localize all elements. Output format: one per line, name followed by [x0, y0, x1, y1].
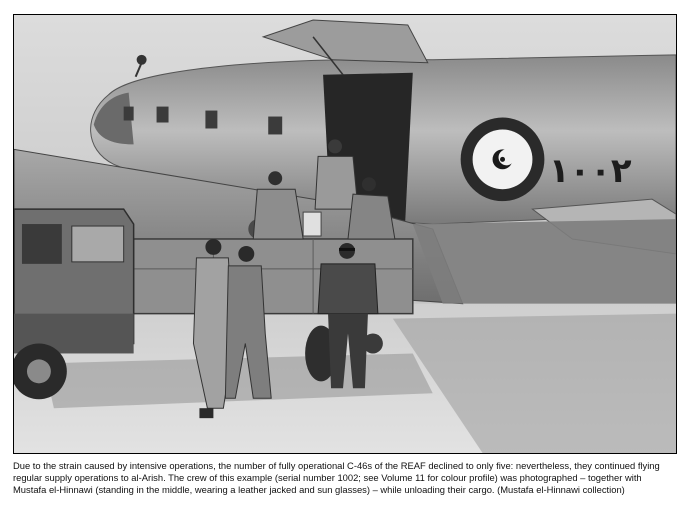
cabin-window: [205, 111, 217, 129]
leather-jacket: [318, 264, 378, 314]
cabin-window: [268, 117, 282, 135]
aircraft-serial: ١٠٠٢: [548, 151, 632, 191]
photo-caption: Due to the strain caused by intensive operations, the number of fully operational C-46s of the REAF declined to only five: nevertheless, they continued flying regular supply operations to al-Arish. The crew of this example (serial number 1002; see Volume 11 for colour profile) was photographed – together with Mustafa el-Hinnawi (standing in the middle, wearing a leather jacked and sun glasses) – while unloading their cargo. (Mustafa el-Hinnawi collection): [13, 460, 660, 496]
cockpit-window: [124, 107, 134, 121]
cargo-crate: [303, 212, 321, 236]
roundel: [461, 118, 545, 202]
truck-side-window: [72, 226, 124, 262]
photo-illustration: [14, 15, 676, 453]
historical-photo: [13, 14, 677, 454]
cockpit-window: [157, 107, 169, 123]
truck-windshield: [22, 224, 62, 264]
